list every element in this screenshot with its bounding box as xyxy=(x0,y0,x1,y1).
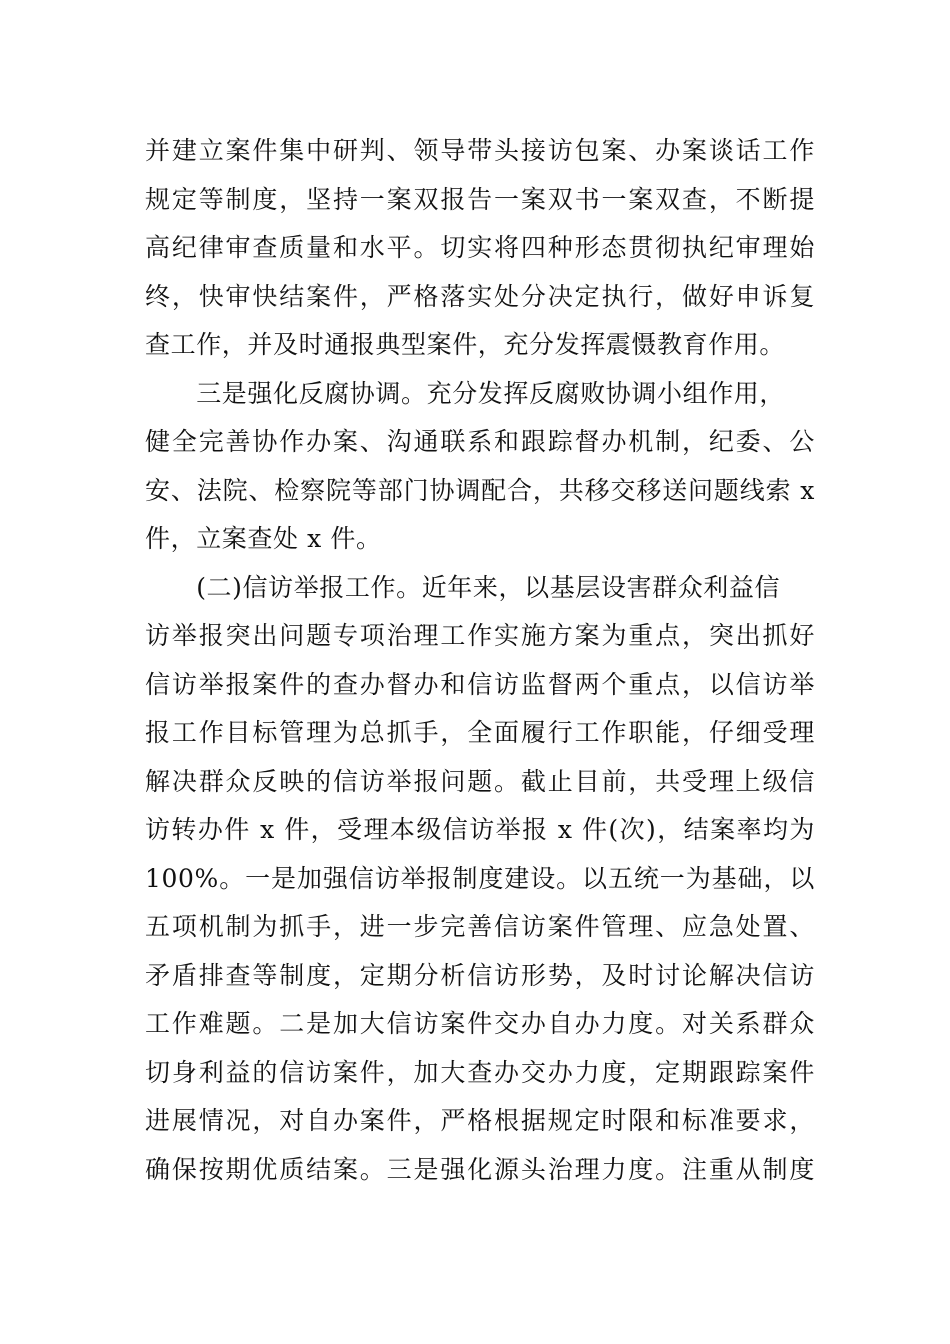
text-line-12: 信访举报案件的查办督办和信访监督两个重点，以信访举 xyxy=(145,669,815,699)
text-line-22: 确保按期优质结案。三是强化源头治理力度。注重从制度 xyxy=(145,1154,815,1184)
text-line-10: (二)信访举报工作。近年来，以基层设害群众利益信 xyxy=(145,572,781,602)
text-line-21: 进展情况，对自办案件，严格根据规定时限和标准要求， xyxy=(145,1106,815,1135)
text-line-7: 健全完善协作办案、沟通联系和跟踪督办机制，纪委、公 xyxy=(145,427,815,456)
text-line-4: 终，快审快结案件，严格落实处分决定执行，做好申诉复 xyxy=(145,281,815,311)
text-line-11: 访举报突出问题专项治理工作实施方案为重点，突出抓好 xyxy=(145,621,815,650)
text-line-15: 访转办件 x 件，受理本级信访举报 x 件(次)，结案率均为 xyxy=(145,815,815,844)
text-line-5: 查工作，并及时通报典型案件，充分发挥震慑教育作用。 xyxy=(145,330,786,359)
text-line-20: 切身利益的信访案件，加大查办交办力度，定期跟踪案件 xyxy=(145,1057,815,1087)
text-line-3: 高纪律审查质量和水平。切实将四种形态贯彻执纪审理始 xyxy=(145,233,815,262)
text-line-16: 100%。一是加强信访举报制度建设。以五统一为基础，以 xyxy=(145,863,815,893)
text-line-19: 工作难题。二是加大信访案件交办自办力度。对关系群众 xyxy=(145,1009,815,1038)
text-line-1: 并建立案件集中研判、领导带头接访包案、办案谈话工作 xyxy=(145,136,815,165)
text-line-14: 解决群众反映的信访举报问题。截止目前，共受理上级信 xyxy=(145,766,815,796)
document-body xyxy=(145,127,815,1194)
text-line-18: 矛盾排查等制度，定期分析信访形势，及时讨论解决信访 xyxy=(145,960,815,990)
text-line-13: 报工作目标管理为总抓手，全面履行工作职能，仔细受理 xyxy=(145,718,815,747)
text-line-17: 五项机制为抓手，进一步完善信访案件管理、应急处置、 xyxy=(145,912,815,941)
text-line-9: 件，立案查处 x 件。 xyxy=(145,524,382,553)
text-line-2: 规定等制度，坚持一案双报告一案双书一案双查，不断提 xyxy=(145,184,815,214)
text-line-6: 三是强化反腐协调。充分发挥反腐败协调小组作用， xyxy=(145,378,786,408)
text-line-8: 安、法院、检察院等部门协调配合，共移交移送问题线索 x xyxy=(145,475,815,505)
